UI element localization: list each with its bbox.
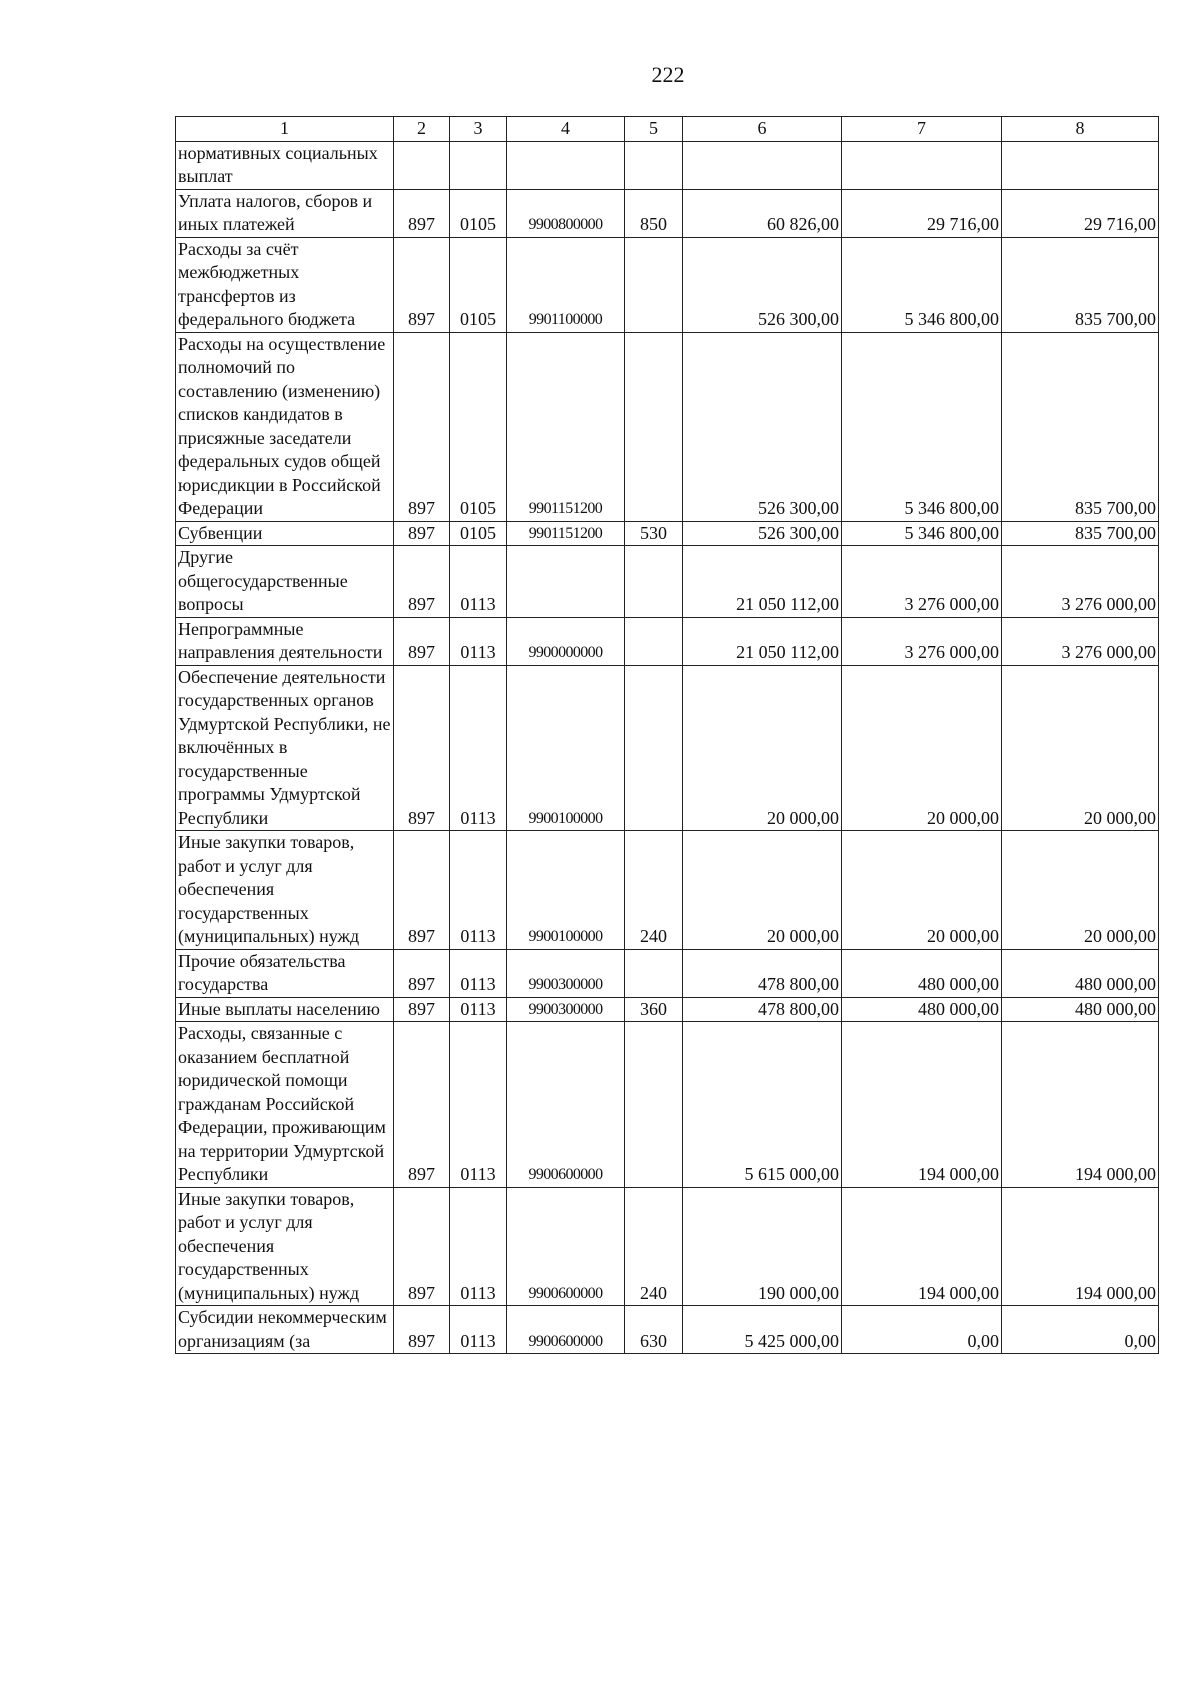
target-article-cell: 9901151200 (507, 521, 625, 546)
section-code-cell: 0113 (450, 1306, 507, 1354)
expense-name-cell: Иные выплаты населению (176, 997, 394, 1022)
expense-name-cell: Иные закупки товаров, работ и услуг для обеспечения государственных (муниципальных) нужд (176, 831, 394, 950)
target-article-cell: 9900300000 (507, 997, 625, 1022)
table-row (176, 997, 1159, 1022)
column-header: 7 (842, 117, 1002, 142)
target-article-cell: 9901100000 (507, 237, 625, 332)
amount-col6-cell: 526 300,00 (683, 521, 842, 546)
section-code-cell: 0105 (450, 332, 507, 521)
table-body (176, 117, 1159, 1354)
amount-col6-cell: 526 300,00 (683, 237, 842, 332)
amount-col6-cell: 526 300,00 (683, 332, 842, 521)
amount-col7-cell: 480 000,00 (842, 949, 1002, 997)
amount-col8-cell: 20 000,00 (1002, 831, 1159, 950)
ministry-code-cell: 897 (394, 831, 450, 950)
amount-col6-cell: 478 800,00 (683, 949, 842, 997)
amount-col8-cell: 480 000,00 (1002, 949, 1159, 997)
expense-type-cell: 850 (625, 189, 683, 237)
amount-col7-cell (842, 141, 1002, 189)
target-article-cell: 9900800000 (507, 189, 625, 237)
amount-col6-cell: 21 050 112,00 (683, 546, 842, 618)
ministry-code-cell: 897 (394, 617, 450, 665)
expense-name-cell: Иные закупки товаров, работ и услуг для обеспечения государственных (муниципальных) нужд (176, 1187, 394, 1306)
expense-type-cell (625, 332, 683, 521)
table-row (176, 1187, 1159, 1306)
target-article-cell: 9900600000 (507, 1022, 625, 1188)
section-code-cell (450, 141, 507, 189)
ministry-code-cell: 897 (394, 1187, 450, 1306)
table-row (176, 1306, 1159, 1354)
ministry-code-cell: 897 (394, 1022, 450, 1188)
amount-col8-cell: 194 000,00 (1002, 1187, 1159, 1306)
amount-col7-cell: 194 000,00 (842, 1187, 1002, 1306)
expense-name-cell: Расходы за счёт межбюджетных трансфертов из федерального бюджета (176, 237, 394, 332)
amount-col6-cell: 21 050 112,00 (683, 617, 842, 665)
expense-type-cell (625, 617, 683, 665)
amount-col7-cell: 5 346 800,00 (842, 521, 1002, 546)
table-row (176, 141, 1159, 189)
amount-col6-cell (683, 141, 842, 189)
column-header: 3 (450, 117, 507, 142)
amount-col6-cell: 60 826,00 (683, 189, 842, 237)
amount-col6-cell: 190 000,00 (683, 1187, 842, 1306)
table-row (176, 189, 1159, 237)
target-article-cell (507, 546, 625, 618)
target-article-cell: 9901151200 (507, 332, 625, 521)
expense-name-cell: Уплата налогов, сборов и иных платежей (176, 189, 394, 237)
amount-col6-cell: 5 615 000,00 (683, 1022, 842, 1188)
section-code-cell: 0113 (450, 617, 507, 665)
expense-type-cell (625, 237, 683, 332)
amount-col6-cell: 5 425 000,00 (683, 1306, 842, 1354)
amount-col8-cell (1002, 141, 1159, 189)
ministry-code-cell: 897 (394, 521, 450, 546)
amount-col7-cell: 5 346 800,00 (842, 332, 1002, 521)
ministry-code-cell (394, 141, 450, 189)
table-row (176, 665, 1159, 831)
table-row (176, 332, 1159, 521)
ministry-code-cell: 897 (394, 997, 450, 1022)
ministry-code-cell: 897 (394, 189, 450, 237)
amount-col7-cell: 29 716,00 (842, 189, 1002, 237)
target-article-cell: 9900300000 (507, 949, 625, 997)
amount-col8-cell: 3 276 000,00 (1002, 546, 1159, 618)
expense-name-cell: Субсидии некоммерческим организациям (за (176, 1306, 394, 1354)
amount-col8-cell: 20 000,00 (1002, 665, 1159, 831)
amount-col8-cell: 835 700,00 (1002, 521, 1159, 546)
ministry-code-cell: 897 (394, 1306, 450, 1354)
expense-type-cell: 530 (625, 521, 683, 546)
ministry-code-cell: 897 (394, 949, 450, 997)
column-header: 4 (507, 117, 625, 142)
table-row (176, 831, 1159, 950)
section-code-cell: 0105 (450, 237, 507, 332)
section-code-cell: 0113 (450, 665, 507, 831)
budget-table (175, 116, 1159, 1354)
section-code-cell: 0113 (450, 1022, 507, 1188)
section-code-cell: 0105 (450, 189, 507, 237)
page-number: 222 (651, 62, 685, 87)
expense-name-cell: Прочие обязательства государства (176, 949, 394, 997)
amount-col6-cell: 478 800,00 (683, 997, 842, 1022)
expense-type-cell: 240 (625, 831, 683, 950)
expense-name-cell: Другие общегосударственные вопросы (176, 546, 394, 618)
expense-name-cell: Расходы на осуществление полномочий по составлению (изменению) списков кандидатов в присяжные заседатели федеральных судов общей юрисдикции в Российской Федерации (176, 332, 394, 521)
amount-col8-cell: 835 700,00 (1002, 237, 1159, 332)
amount-col8-cell: 194 000,00 (1002, 1022, 1159, 1188)
expense-type-cell (625, 1022, 683, 1188)
column-header: 8 (1002, 117, 1159, 142)
section-code-cell: 0113 (450, 831, 507, 950)
section-code-cell: 0105 (450, 521, 507, 546)
expense-name-cell: Обеспечение деятельности государственных органов Удмуртской Республики, не включённых в государственные программы Удмуртской Республики (176, 665, 394, 831)
ministry-code-cell: 897 (394, 332, 450, 521)
header-row (176, 117, 1159, 142)
expense-type-cell (625, 546, 683, 618)
amount-col7-cell: 194 000,00 (842, 1022, 1002, 1188)
expense-type-cell (625, 665, 683, 831)
amount-col8-cell: 0,00 (1002, 1306, 1159, 1354)
expense-type-cell (625, 949, 683, 997)
amount-col6-cell: 20 000,00 (683, 831, 842, 950)
section-code-cell: 0113 (450, 949, 507, 997)
table-row (176, 237, 1159, 332)
ministry-code-cell: 897 (394, 237, 450, 332)
target-article-cell: 9900100000 (507, 831, 625, 950)
target-article-cell: 9900600000 (507, 1187, 625, 1306)
amount-col7-cell: 5 346 800,00 (842, 237, 1002, 332)
target-article-cell (507, 141, 625, 189)
amount-col7-cell: 480 000,00 (842, 997, 1002, 1022)
table-row (176, 1022, 1159, 1188)
table-row (176, 521, 1159, 546)
amount-col7-cell: 20 000,00 (842, 831, 1002, 950)
expense-type-cell: 240 (625, 1187, 683, 1306)
amount-col7-cell: 20 000,00 (842, 665, 1002, 831)
expense-name-cell: нормативных социальных выплат (176, 141, 394, 189)
target-article-cell: 9900600000 (507, 1306, 625, 1354)
table-row (176, 617, 1159, 665)
column-header: 5 (625, 117, 683, 142)
amount-col7-cell: 3 276 000,00 (842, 617, 1002, 665)
amount-col8-cell: 3 276 000,00 (1002, 617, 1159, 665)
expense-type-cell (625, 141, 683, 189)
table-row (176, 546, 1159, 618)
ministry-code-cell: 897 (394, 665, 450, 831)
amount-col8-cell: 29 716,00 (1002, 189, 1159, 237)
table-row (176, 949, 1159, 997)
target-article-cell: 9900000000 (507, 617, 625, 665)
amount-col8-cell: 480 000,00 (1002, 997, 1159, 1022)
expense-name-cell: Непрограммные направления деятельности (176, 617, 394, 665)
amount-col8-cell: 835 700,00 (1002, 332, 1159, 521)
expense-name-cell: Расходы, связанные с оказанием бесплатной юридической помощи гражданам Российской Федерации, проживающим на территории Удмуртской Республики (176, 1022, 394, 1188)
section-code-cell: 0113 (450, 546, 507, 618)
expense-type-cell: 360 (625, 997, 683, 1022)
amount-col6-cell: 20 000,00 (683, 665, 842, 831)
target-article-cell: 9900100000 (507, 665, 625, 831)
ministry-code-cell: 897 (394, 546, 450, 618)
column-header: 2 (394, 117, 450, 142)
column-header: 6 (683, 117, 842, 142)
section-code-cell: 0113 (450, 997, 507, 1022)
column-header: 1 (176, 117, 394, 142)
section-code-cell: 0113 (450, 1187, 507, 1306)
amount-col7-cell: 0,00 (842, 1306, 1002, 1354)
expense-type-cell: 630 (625, 1306, 683, 1354)
expense-name-cell: Субвенции (176, 521, 394, 546)
amount-col7-cell: 3 276 000,00 (842, 546, 1002, 618)
